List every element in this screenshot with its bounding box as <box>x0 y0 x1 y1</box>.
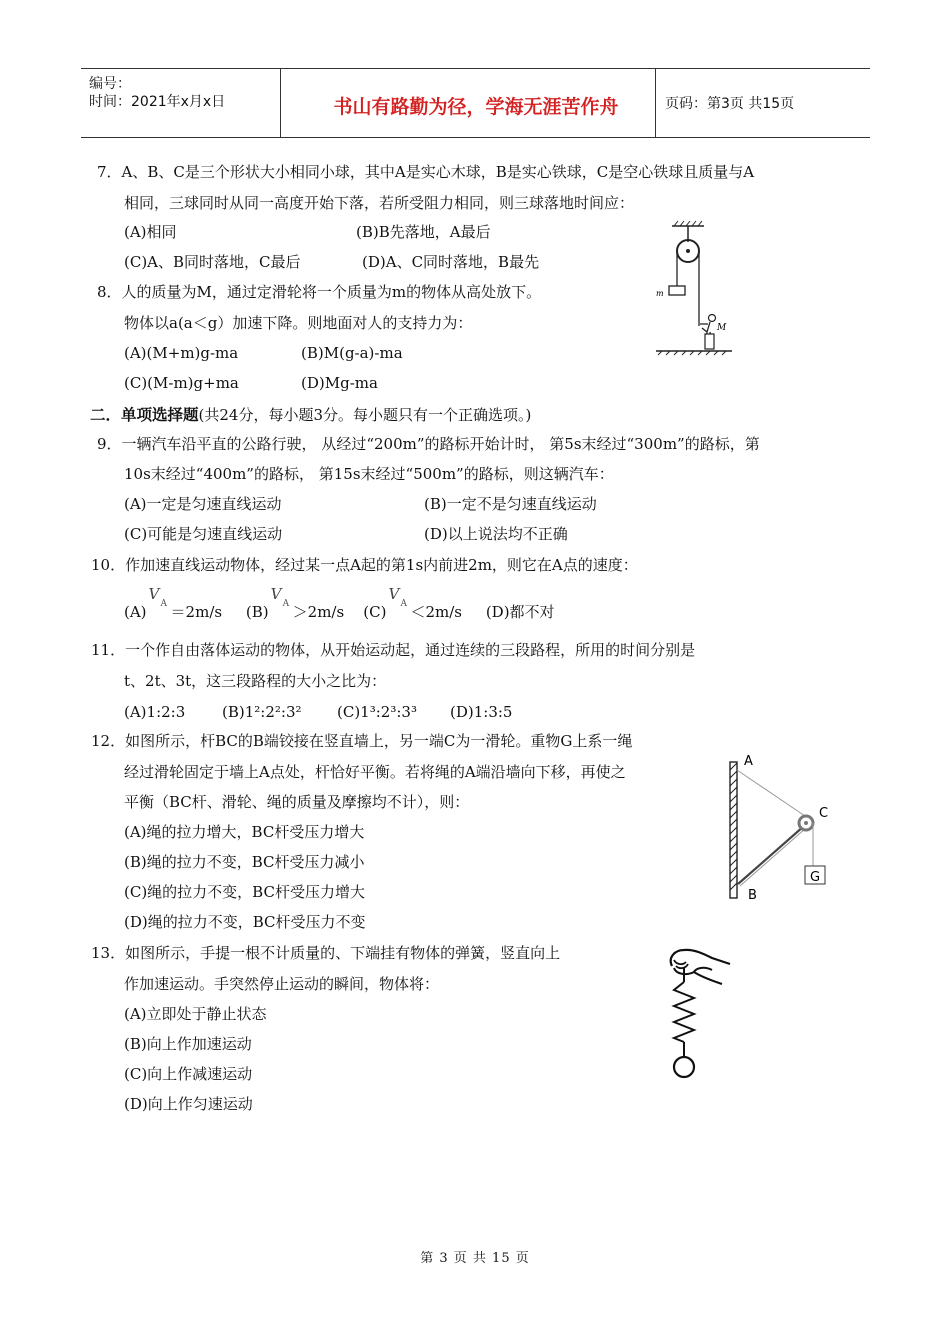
section-title-text: 二．单项选择题 <box>90 405 199 424</box>
header-divider <box>655 69 656 137</box>
q12-option-c: (C)绳的拉力不变，BC杆受压力增大 <box>124 883 365 901</box>
q8-option-d: (D)Mg-ma <box>301 374 378 392</box>
q11-line2: t、2t、3t，这三段路程的大小之比为： <box>124 672 387 690</box>
time-label: 时间：2021年x月x日 <box>89 94 226 110</box>
q8-option-c: (C)(M-m)g+ma <box>124 374 239 392</box>
q10-option-c-prefix: (C) <box>363 603 387 621</box>
page-footer: 第 3 页 共 15 页 <box>420 1251 530 1266</box>
velocity-symbol: V A <box>270 585 290 609</box>
q13-option-c: (C)向上作减速运动 <box>124 1065 253 1083</box>
q9-option-b: (B)一定不是匀速直线运动 <box>424 495 597 513</box>
section-note: (共24分，每小题3分。每小题只有一个正确选项。) <box>198 406 532 424</box>
q9-line2: 10s末经过“400m”的路标， 第15s末经过“500m”的路标，则这辆汽车： <box>124 465 614 483</box>
rod-pulley-figure <box>722 748 837 908</box>
number-label: 编号： <box>89 76 131 92</box>
fig-label-g: G <box>810 870 821 885</box>
q7-line1: 7．A、B、C是三个形状大小相同小球，其中A是实心木球，B是实心铁球，C是空心铁球且质量与A <box>97 163 755 181</box>
fig-M-label: M <box>717 323 727 333</box>
q12-line3: 平衡（BC杆、滑轮、绳的质量及摩擦均不计），则： <box>124 793 470 811</box>
velocity-symbol: V A <box>388 585 407 609</box>
q12-option-a: (A)绳的拉力增大，BC杆受压力增大 <box>124 823 365 841</box>
motto: 书山有路勤为径，学海无涯苦作舟 <box>333 96 619 118</box>
q8-line2: 物体以a(a＜g）加速下降。则地面对人的支持力为： <box>124 314 473 332</box>
q10-option-b: ＞2m/s <box>292 603 345 621</box>
page-label: 页码：第3页 共15页 <box>665 96 795 112</box>
q9-option-a: (A)一定是匀速直线运动 <box>124 495 282 513</box>
q11-option-b: (B)1²:2²:3² <box>222 703 302 721</box>
q8-option-a: (A)(M+m)g-ma <box>124 344 239 362</box>
q11-option-c: (C)1³:2³:3³ <box>337 703 417 721</box>
fig-m-label: m <box>656 289 664 298</box>
q10-option-a-prefix: (A) <box>124 603 147 621</box>
q10-option-a: ＝2m/s <box>170 603 223 621</box>
q10-line1: 10．作加速直线运动物体，经过某一点A起的第1s内前进2m，则它在A点的速度： <box>91 556 638 574</box>
q10-options <box>124 585 555 622</box>
q7-option-a: (A)相同 <box>124 223 177 241</box>
q13-line1: 13．如图所示，手提一根不计质量的、下端挂有物体的弹簧，竖直向上 <box>91 944 561 962</box>
q10-option-d: (D)都不对 <box>485 603 555 621</box>
section-title <box>90 403 531 425</box>
q13-line2: 作加速运动。手突然停止运动的瞬间，物体将： <box>124 975 440 993</box>
q10-option-c: ＜2m/s <box>410 603 462 621</box>
pulley-figure <box>650 220 740 365</box>
q8-line1: 8．人的质量为M，通过定滑轮将一个质量为m的物体从高处放下。 <box>97 283 542 301</box>
q11-option-a: (A)1:2:3 <box>124 703 186 721</box>
q13-option-a: (A)立即处于静止状态 <box>124 1005 267 1023</box>
header-divider <box>280 69 281 137</box>
q7-option-d: (D)A、C同时落地，B最先 <box>362 253 540 271</box>
q13-option-b: (B)向上作加速运动 <box>124 1035 252 1053</box>
q11-option-d: (D)1:3:5 <box>450 703 513 721</box>
page-header <box>81 68 870 138</box>
q12-option-d: (D)绳的拉力不变，BC杆受压力不变 <box>124 913 366 931</box>
q7-option-c: (C)A、B同时落地，C最后 <box>124 253 301 271</box>
q9-option-d: (D)以上说法均不正确 <box>424 525 568 543</box>
q9-line1: 9．一辆汽车沿平直的公路行驶， 从经过“200m”的路标开始计时， 第5s末经过“300m”的路标，第 <box>97 435 760 453</box>
q13-option-d: (D)向上作匀速运动 <box>124 1095 253 1113</box>
q12-line1: 12．如图所示，杆BC的B端铰接在竖直墙上，另一端C为一滑轮。重物G上系一绳 <box>91 732 633 750</box>
q12-option-b: (B)绳的拉力不变，BC杆受压力减小 <box>124 853 365 871</box>
q10-option-b-prefix: (B) <box>245 603 269 621</box>
q11-line1: 11．一个作自由落体运动的物体，从开始运动起，通过连续的三段路程，所用的时间分别是 <box>91 641 696 659</box>
fig-label-c: C <box>819 806 829 821</box>
hand-spring-figure <box>660 942 735 1082</box>
q7-option-b: (B)B先落地，A最后 <box>356 223 491 241</box>
q9-option-c: (C)可能是匀速直线运动 <box>124 525 283 543</box>
velocity-symbol: V A <box>148 585 168 609</box>
q7-line2: 相同，三球同时从同一高度开始下落，若所受阻力相同，则三球落地时间应： <box>124 194 635 212</box>
q8-option-b: (B)M(g-a)-ma <box>301 344 403 362</box>
q12-line2: 经过滑轮固定于墙上A点处，杆恰好平衡。若将绳的A端沿墙向下移，再使之 <box>124 763 626 781</box>
fig-label-a: A <box>744 754 753 769</box>
fig-label-b: B <box>748 888 757 903</box>
